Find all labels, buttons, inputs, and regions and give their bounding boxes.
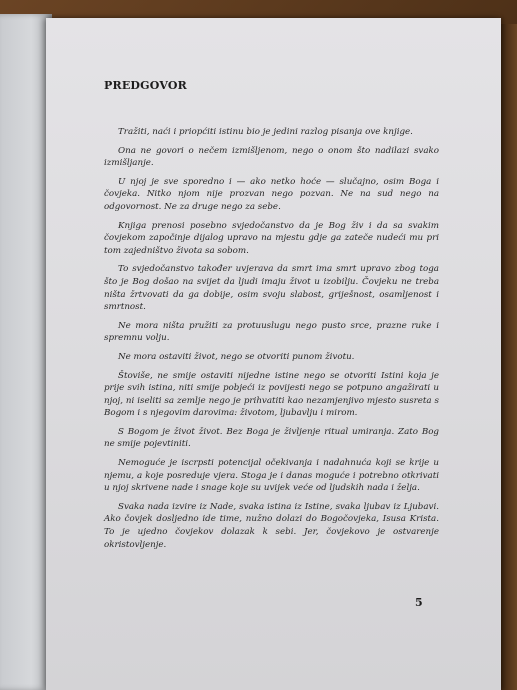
paragraph: Nemoguće je iscrpsti potencijal očekivanja i nadahnuća koji se krije u njemu, a koje posreduje vjera. Stoga je i danas moguće i potrebno otkrivati u njoj skrivene nade i snage koje su uvijek veće od ljudskih nada i želja. xyxy=(104,458,439,494)
paragraph: Svaka nada izvire iz Nade, svaka istina iz Istine, svaka ljubav iz Ljubavi. Ako čovjek dosljedno ide time, nužno dolazi do Bogočovjeka, Isusa Krista. To je ujedno čovjekov dolazak k sebi. Jer, čovjekovo je ostvarenje okristovljenje. xyxy=(104,501,439,550)
paragraph: Ne mora ostaviti život, nego se otvoriti punom životu. xyxy=(118,351,355,362)
paragraph: Ne mora ništa pružiti za protuuslugu nego pusto srce, prazne ruke i spremnu volju. xyxy=(104,320,439,344)
paragraph: S Bogom je život život. Bez Boga je življenje ritual umiranja. Zato Bog ne smije pojevtiniti. xyxy=(104,426,439,450)
paragraph: Knjiga prenosi posebno svjedočanstvo da je Bog živ i da sa svakim čovjekom započinje dijalog upravo na mjestu gdje ga zateče nudeći mu pri tom zajedništvo života sa sobom. xyxy=(104,220,439,256)
paragraph: Štoviše, ne smije ostaviti nijedne istine nego se otvoriti Istini koja je prije svih istina, niti smije pobjeći iz povijesti nego se potpuno angažirati u njoj, ni iseliti sa zemlje nego je prihvatiti kao nezamjenjivo mjesto susreta s Bogom i s njegovim darovima: životom, ljubavlju i mirom. xyxy=(104,370,439,419)
paragraph: To svjedočanstvo također uvjerava da smrt ima smrt upravo zbog toga što je Bog došao na svijet da ljudi imaju život u izobilju. Čovjeku ne treba ništa žrtvovati da ga dobije, osim svoju slabost, griješnost, osamljenost i smrtnost. xyxy=(104,264,439,313)
page-heading: PREDGOVOR xyxy=(104,79,187,92)
page-number: 5 xyxy=(415,596,423,609)
paragraph: Tražiti, naći i priopćiti istinu bio je jedini razlog pisanja ove knjige. xyxy=(118,127,413,137)
previous-page-edge xyxy=(0,14,52,690)
table-edge xyxy=(501,24,517,690)
paragraph: Ona ne govori o nečem izmišljenom, nego o onom što nadilazi svako izmišljanje. xyxy=(104,145,439,169)
paragraph: U njoj je sve sporedno i — ako netko hoće — slučajno, osim Boga i čovjeka. Nitko njom nije prozvan nego pozvan. Ne na sud nego na odgovornost. Ne za druge nego za sebe. xyxy=(104,176,439,212)
body-text xyxy=(104,126,439,557)
